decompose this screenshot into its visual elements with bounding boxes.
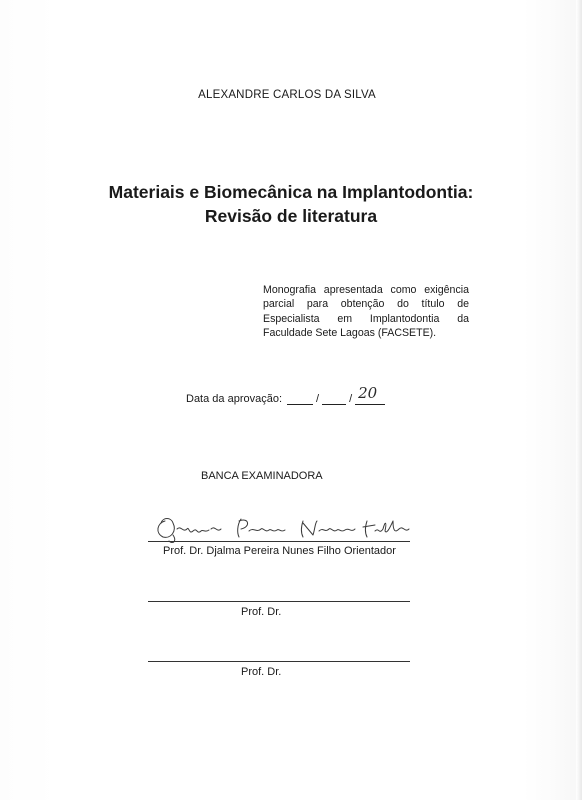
approval-year-handwritten: 20 [358, 384, 378, 402]
monograph-line-2: parcial para obtenção do título de [263, 298, 469, 311]
monograph-line-3: Especialista em Implantodontia da [263, 312, 469, 325]
date-slash: / [349, 393, 353, 405]
signature-line-advisor [148, 541, 410, 542]
monograph-line-1: Monografia apresentada como exigência [263, 284, 469, 296]
thesis-title [30, 180, 552, 228]
date-slash: / [316, 393, 320, 405]
approval-day-blank [287, 394, 313, 405]
signature-line-member-3 [148, 661, 410, 662]
committee-member-2: Prof. Dr. [241, 606, 282, 618]
approval-year-blank [355, 384, 385, 405]
title-line-2: Revisão de literatura [204, 206, 378, 226]
committee-member-advisor: Prof. Dr. Djalma Pereira Nunes Filho Orientador [163, 545, 396, 557]
committee-heading: BANCA EXAMINADORA [201, 470, 323, 482]
signature-line-member-2 [148, 601, 410, 602]
approval-label: Data da aprovação: [186, 393, 283, 405]
committee-member-3: Prof. Dr. [241, 666, 282, 678]
monograph-line-4: Faculdade Sete Lagoas (FACSETE). [263, 327, 437, 340]
title-line-1: Materiais e Biomecânica na Implantodontia: [108, 182, 474, 202]
approval-month-blank [322, 394, 346, 405]
approval-date [186, 384, 385, 405]
advisor-signature [153, 511, 413, 543]
author-name: ALEXANDRE CARLOS DA SILVA [198, 89, 376, 101]
monograph-note [263, 283, 469, 341]
page-edge-shadow [576, 0, 582, 800]
